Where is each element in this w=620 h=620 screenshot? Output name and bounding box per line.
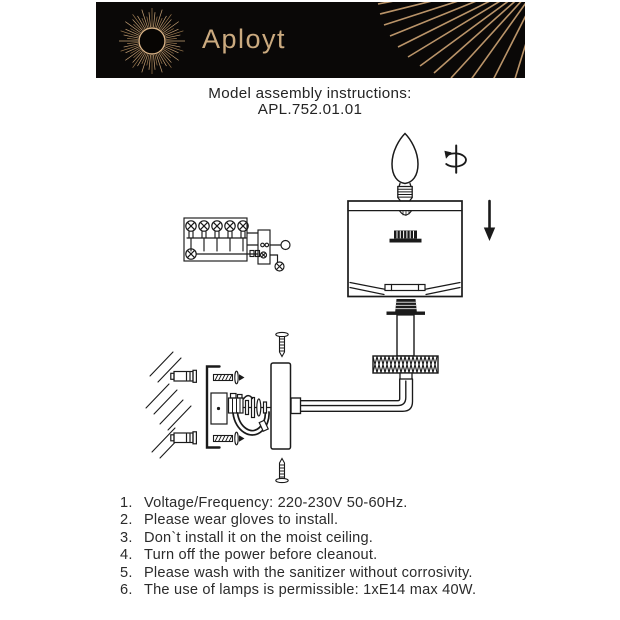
instruction-number: 5.: [120, 564, 133, 581]
instruction-item: [120, 512, 530, 529]
instructions-list: [120, 495, 530, 599]
decorative-rays-icon: [96, 2, 525, 78]
ring-neck: [400, 373, 412, 379]
arm-coupler: [291, 398, 301, 414]
instruction-text: Please wash with the sanitizer without corrosivity.: [144, 564, 473, 581]
lampshade: [348, 201, 462, 297]
instruction-number: 4.: [120, 547, 133, 564]
mounting-screw-top: [276, 332, 288, 356]
instruction-number: 2.: [120, 512, 133, 529]
brand-name: Aployt: [202, 24, 287, 54]
instruction-item: [120, 565, 530, 582]
wall-anchor-bottom: [171, 432, 197, 444]
wall-anchor-top: [171, 370, 197, 382]
instruction-number: 6.: [120, 582, 133, 599]
wall-plate: [271, 363, 291, 449]
instruction-text: The use of lamps is permissible: 1xE14 max 40W.: [144, 582, 477, 599]
instruction-number: 1.: [120, 495, 133, 511]
instruction-item: [120, 582, 530, 599]
wire-assembly: [211, 393, 271, 435]
mounting-screw-bottom: [276, 459, 288, 483]
wall-arm: [291, 379, 413, 414]
instruction-item: [120, 547, 530, 564]
rotate-arrow-icon: [444, 146, 466, 173]
wire-end-neutral: [281, 241, 290, 250]
wire-clamp: [259, 420, 268, 431]
decorative-ring: [373, 356, 438, 373]
instruction-text: Turn off the power before cleanout.: [144, 547, 378, 564]
down-arrow-icon: [484, 201, 495, 241]
instruction-number: 3.: [120, 529, 133, 546]
bulb-base: [398, 187, 412, 202]
model-number: APL.752.01.01: [257, 101, 363, 118]
instruction-text: Voltage/Frequency: 220-230V 50-60Hz.: [144, 495, 408, 511]
instruction-text: Please wear gloves to install.: [144, 512, 339, 529]
shade-bottom-opening: [350, 283, 460, 295]
instruction-item: [120, 530, 530, 547]
brand-header: [96, 2, 525, 78]
terminal-block-wiring: [184, 218, 290, 271]
candle-bulb: [392, 134, 418, 202]
assembly-diagram: [0, 125, 620, 490]
shade-holder: [390, 231, 422, 243]
anchor-screw-top: [214, 371, 245, 384]
socket-body: [397, 315, 414, 356]
instruction-text: Don`t install it on the moist ceiling.: [144, 529, 374, 546]
sheet-title: Model assembly instructions:: [208, 85, 412, 102]
lamp-socket: [373, 299, 438, 379]
instruction-item: [120, 495, 530, 512]
socket-nut: [400, 211, 411, 215]
anchor-screw-bottom: [214, 432, 245, 445]
